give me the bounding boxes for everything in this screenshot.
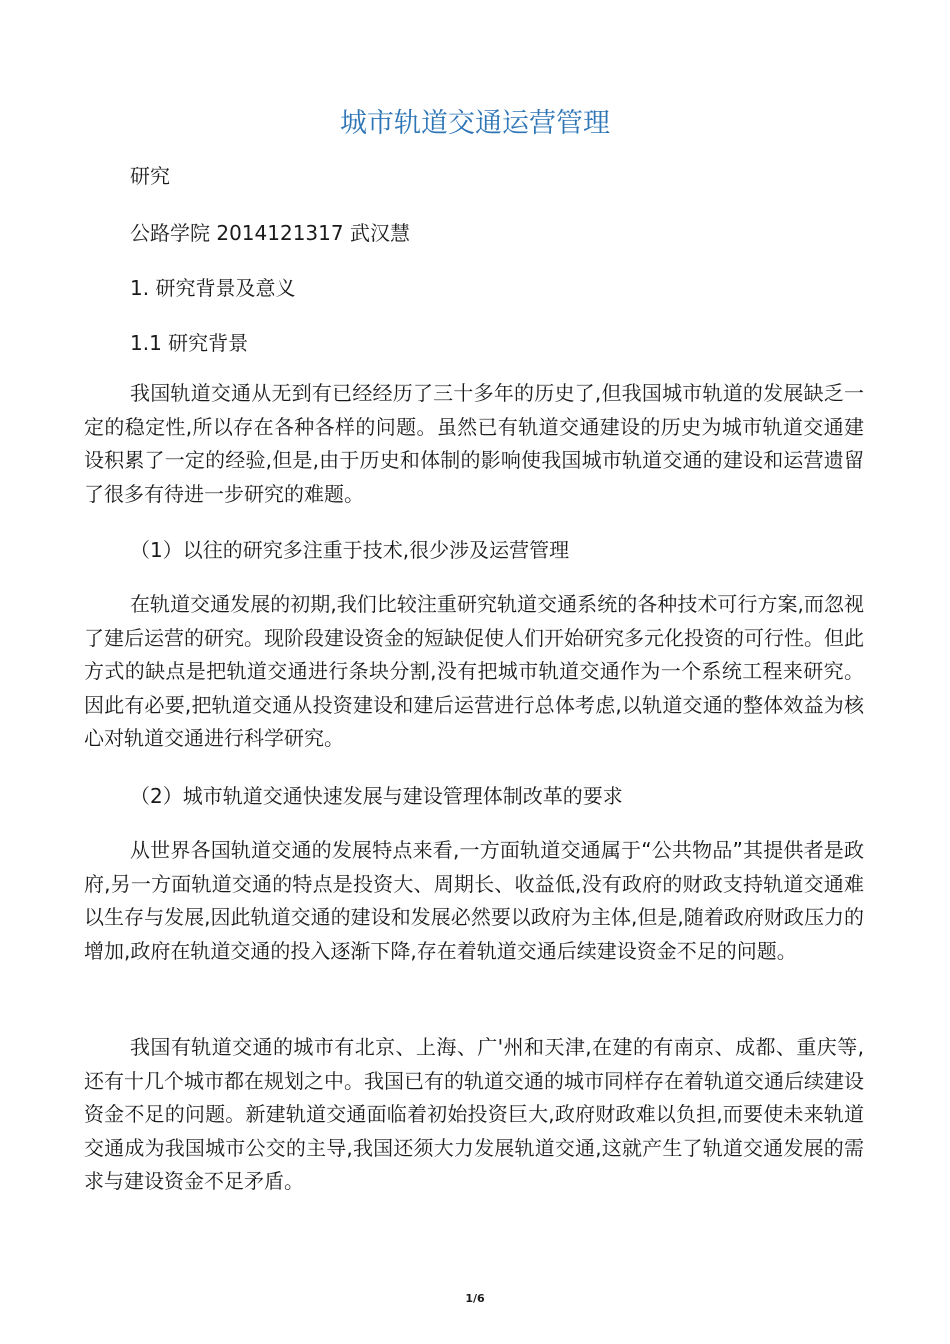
- author-line: 公路学院 2014121317 武汉慧: [130, 221, 410, 245]
- point-heading-2: （2）城市轨道交通快速发展与建设管理体制改革的要求: [130, 784, 623, 808]
- section-heading-1: 1. 研究背景及意义: [130, 276, 296, 300]
- paragraph-1: 我国轨道交通从无到有已经经历了三十多年的历史了,但我国城市轨道的发展缺乏一定的稳定性,所以存在各种各样的问题。虽然已有轨道交通建设的历史为城市轨道交通建设积累了一定的经验,但是,由于历史和体制的影响使我国城市轨道交通的建设和运营遗留了很多有待进一步研究的难题。: [84, 381, 864, 506]
- paragraph-2: 在轨道交通发展的初期,我们比较注重研究轨道交通系统的各种技术可行方案,而忽视了建后运营的研究。现阶段建设资金的短缺促使人们开始研究多元化投资的可行性。但此方式的缺点是把轨道交通进行条块分割,没有把城市轨道交通作为一个系统工程来研究。因此有必要,把轨道交通从投资建设和建后运营进行总体考虑,以轨道交通的整体效益为核心对轨道交通进行科学研究。: [84, 592, 864, 750]
- point-heading-1: （1）以往的研究多注重于技术,很少涉及运营管理: [130, 538, 570, 562]
- paragraph-3: 从世界各国轨道交通的发展特点来看,一方面轨道交通属于“公共物品”其提供者是政府,另一方面轨道交通的特点是投资大、周期长、收益低,没有政府的财政支持轨道交通难以生存与发展,因此轨道交通的建设和发展必然要以政府为主体,但是,随着政府财政压力的增加,政府在轨道交通的投入逐渐下降,存在着轨道交通后续建设资金不足的问题。: [84, 838, 864, 963]
- section-heading-1-1: 1.1 研究背景: [130, 331, 249, 355]
- page-number: 1/6: [465, 1292, 485, 1305]
- document-subtitle: 研究: [130, 164, 170, 188]
- document-title: 城市轨道交通运营管理: [340, 108, 610, 139]
- paragraph-4: 我国有轨道交通的城市有北京、上海、广'州和天津,在建的有南京、成都、重庆等,还有十几个城市都在规划之中。我国已有的轨道交通的城市同样存在着轨道交通后续建设资金不足的问题。新建轨道交通面临着初始投资巨大,政府财政难以负担,而要使未来轨道交通成为我国城市公交的主导,我国还须大力发展轨道交通,这就产生了轨道交通发展的需求与建设资金不足矛盾。: [84, 1035, 864, 1193]
